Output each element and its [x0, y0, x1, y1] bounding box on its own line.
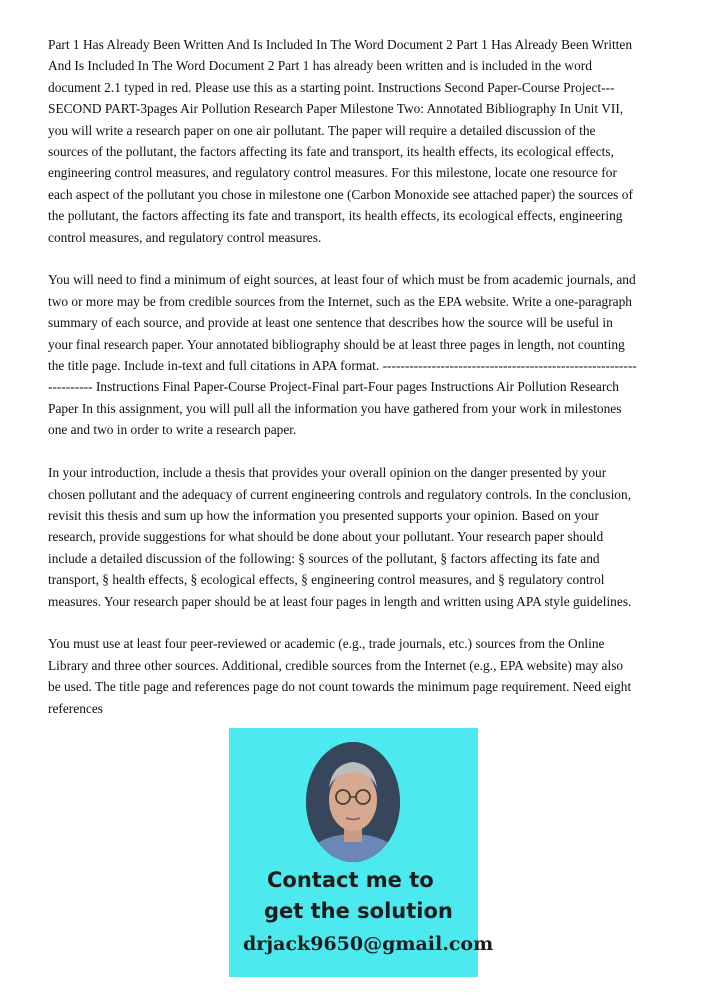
document-body: [48, 34, 638, 740]
avatar: [306, 742, 400, 862]
person-photo-icon: [306, 742, 400, 862]
contact-overlay: [229, 728, 494, 977]
paragraph-1: Part 1 Has Already Been Written And Is Included In The Word Document 2 Part 1 Has Already Been Written And Is Included In The Word Document 2 Part 1 has already been written and is included in the word document 2.1 typed in red. Please use this as a starting point. Instructions Second Paper-Course Project--- SECOND PART-3pages Air Pollution Research Paper Milestone Two: Annotated Bibliography In Unit VII, you will write a research paper on one air pollutant. The paper will require a detailed discussion of the sources of the pollutant, the factors affecting its fate and transport, its health effects, its ecological effects, engineering control measures, and regulatory control measures. For this milestone, locate one resource for each aspect of the pollutant you chose in milestone one (Carbon Monoxide see attached paper) the sources of the pollutant, the factors affecting its fate and transport, its health effects, its ecological effects, engineering control measures, and regulatory control measures.: [48, 37, 633, 245]
contact-email: drjack9650@gmail.com: [243, 933, 494, 955]
paragraph-3: In your introduction, include a thesis that provides your overall opinion on the danger presented by your chosen pollutant and the adequacy of current engineering controls and regulatory controls. In the conclusion, revisit this thesis and sum up how the information you presented supports your opinion. Based on your research, provide suggestions for what should be done about your pollutant. Your research paper should include a detailed discussion of the following: § sources of the pollutant, § factors affecting its fate and transport, § health effects, § ecological effects, § engineering control measures, and § regulatory control measures. Your research paper should be at least four pages in length and written using APA style guidelines.: [48, 465, 632, 609]
contact-heading-line-2: get the solution: [264, 899, 453, 923]
paragraph-4: You must use at least four peer-reviewed or academic (e.g., trade journals, etc.) sources from the Online Library and three other sources. Additional, credible sources from the Internet (e.g., EPA website) may also be used. The title page and references page do not count towards the minimum page requirement. Need eight references: [48, 636, 632, 716]
paragraph-2: You will need to find a minimum of eight sources, at least four of which must be from academic journals, and two or more may be from credible sources from the Internet, such as the EPA website. Write a one-paragraph summary of each source, and provide at least one sentence that describes how the source will be useful in your final research paper. Your annotated bibliography should be at least three pages in length, not counting the title page. Include in-text and full citations in APA format. ------------------------------------------------------------------- Instructions Final Paper-Course Project-Final part-Four pages Instructions Air Pollution Research Paper In this assignment, you will pull all the information you have gathered from your work in milestones one and two in order to write a research paper.: [48, 272, 637, 438]
contact-heading-line-1: Contact me to: [267, 868, 434, 892]
